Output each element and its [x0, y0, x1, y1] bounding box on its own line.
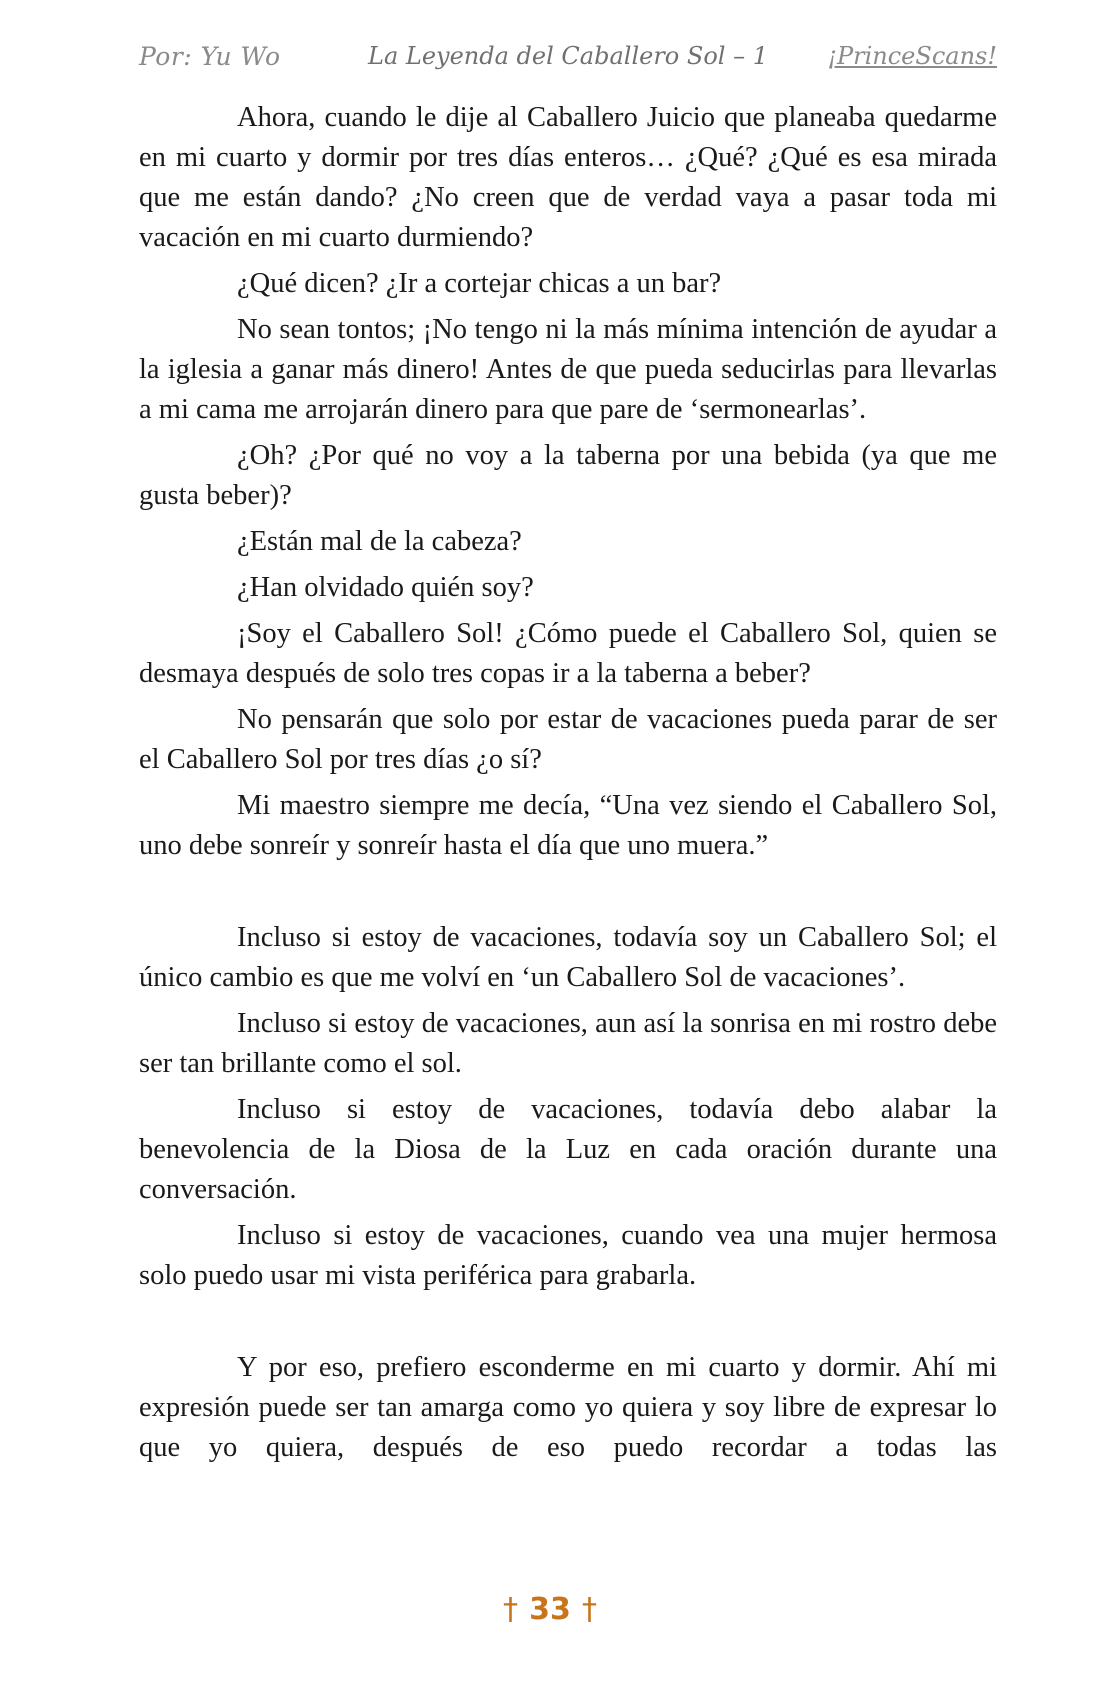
- paragraph: No sean tontos; ¡No tengo ni la más mínima intención de ayudar a la iglesia a ganar más dinero! Antes de que pueda seducirlas para llevarlas a mi cama me arrojarán dinero para que pare de ‘sermonearlas’.: [139, 314, 997, 425]
- paragraph: Incluso si estoy de vacaciones, todavía soy un Caballero Sol; el único cambio es que me volví en ‘un Caballero Sol de vacaciones’.: [139, 922, 997, 993]
- paragraph: No pensarán que solo por estar de vacaciones pueda parar de ser el Caballero Sol por tres días ¿o sí?: [139, 704, 997, 775]
- paragraph: Y por eso, prefiero esconderme en mi cuarto y dormir. Ahí mi expresión puede ser tan amarga como yo quiera y soy libre de expresar lo que yo quiera, después de eso puedo recordar a todas las: [139, 1352, 997, 1463]
- paragraph: Incluso si estoy de vacaciones, todavía debo alabar la benevolencia de la Diosa de la Luz en cada oración durante una conversación.: [139, 1094, 997, 1205]
- header-group-link[interactable]: ¡PrinceScans!: [827, 42, 997, 70]
- page-header: [139, 38, 997, 78]
- paragraph: ¡Soy el Caballero Sol! ¿Cómo puede el Caballero Sol, quien se desmaya después de solo tres copas ir a la taberna a beber?: [139, 618, 997, 689]
- section-gap: [139, 1302, 997, 1348]
- paragraph: Mi maestro siempre me decía, “Una vez siendo el Caballero Sol, uno debe sonreír y sonreír hasta el día que uno muera.”: [139, 790, 997, 861]
- page-footer: [0, 1592, 1100, 1627]
- dagger-ornament-icon: †: [503, 1592, 519, 1627]
- paragraph: ¿Qué dicen? ¿Ir a cortejar chicas a un bar?: [237, 268, 722, 299]
- paragraph: ¿Han olvidado quién soy?: [237, 572, 534, 603]
- dagger-ornament-icon: †: [581, 1592, 597, 1627]
- header-book-title: La Leyenda del Caballero Sol – 1: [368, 42, 768, 70]
- paragraph: Incluso si estoy de vacaciones, aun así la sonrisa en mi rostro debe ser tan brillante como el sol.: [139, 1008, 997, 1079]
- paragraph: ¿Están mal de la cabeza?: [237, 526, 522, 557]
- body-text: [139, 98, 997, 1474]
- header-author: Por: Yu Wo: [139, 42, 281, 71]
- page-number: 33: [529, 1592, 571, 1627]
- paragraph: ¿Oh? ¿Por qué no voy a la taberna por una bebida (ya que me gusta beber)?: [139, 440, 997, 511]
- paragraph: Ahora, cuando le dije al Caballero Juicio que planeaba quedarme en mi cuarto y dormir por tres días enteros… ¿Qué? ¿Qué es esa mirada que me están dando? ¿No creen que de verdad vaya a pasar toda mi vacación en mi cuarto durmiendo?: [139, 102, 997, 253]
- paragraph: Incluso si estoy de vacaciones, cuando vea una mujer hermosa solo puedo usar mi vista periférica para grabarla.: [139, 1220, 997, 1291]
- section-gap: [139, 872, 997, 918]
